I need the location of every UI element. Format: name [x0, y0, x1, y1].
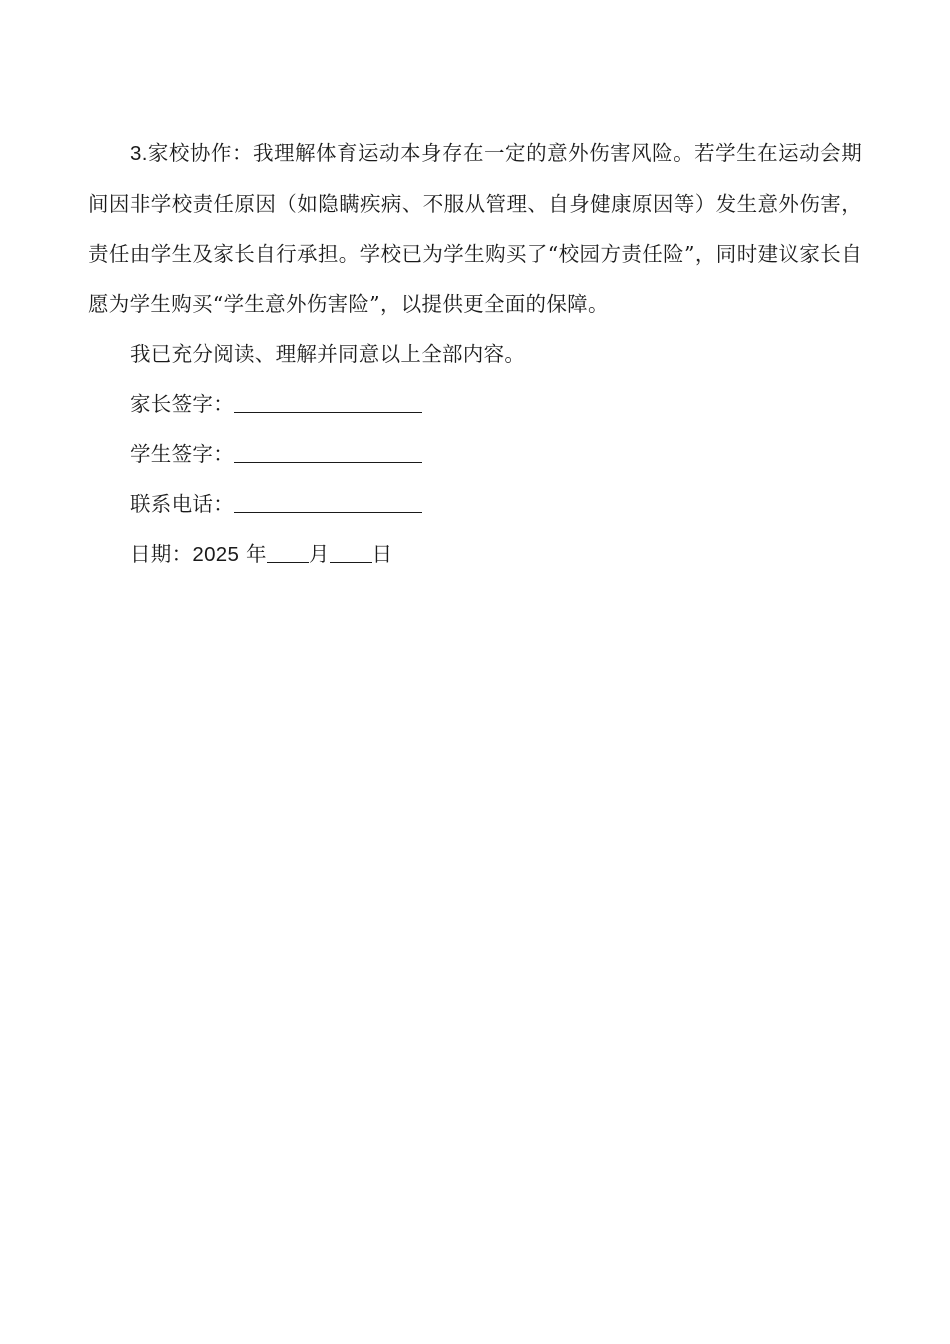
student-signature-row: [88, 429, 862, 479]
phone-row: [88, 479, 862, 529]
date-year-unit: 年: [246, 542, 267, 566]
student-signature-field[interactable]: [234, 440, 422, 463]
agreement-statement: 我已充分阅读、理解并同意以上全部内容。: [130, 342, 526, 366]
date-year: 2025: [192, 543, 240, 566]
parent-signature-row: [88, 379, 862, 429]
document-page: [88, 128, 862, 580]
date-day-field[interactable]: [330, 540, 372, 563]
clause-text: 家校协作：我理解体育运动本身存在一定的意外伤害风险。若学生在运动会期间因非学校责任原因（如隐瞒疾病、不服从管理、自身健康原因等）发生意外伤害，责任由学生及家长自行承担。学校已为学生购买了“校园方责任险”，同时建议家长自愿为学生购买“学生意外伤害险”，以提供更全面的保障。: [88, 141, 862, 316]
student-signature-label: 学生签字：: [130, 442, 234, 466]
date-row: [88, 529, 862, 580]
date-day-unit: 日: [371, 542, 393, 566]
parent-signature-label: 家长签字：: [130, 392, 234, 416]
clause-number: 3.: [130, 142, 148, 165]
date-month-field[interactable]: [267, 540, 309, 563]
parent-signature-field[interactable]: [234, 390, 422, 413]
date-month-unit: 月: [308, 542, 330, 566]
phone-field[interactable]: [234, 490, 422, 513]
phone-label: 联系电话：: [130, 492, 234, 516]
date-label: 日期：: [130, 542, 193, 566]
clause-3-paragraph: [88, 128, 862, 329]
